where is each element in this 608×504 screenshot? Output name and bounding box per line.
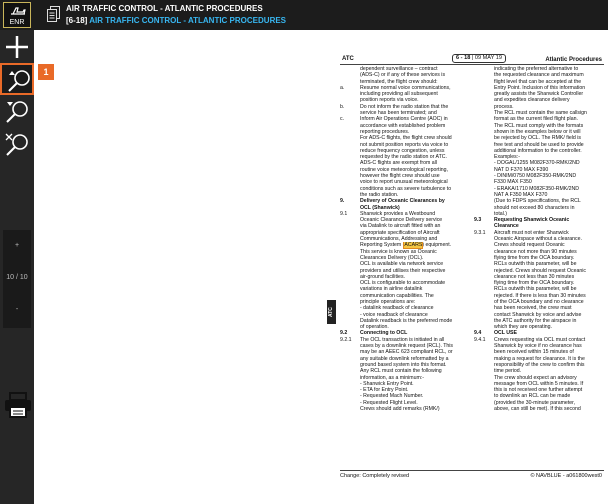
paragraph-number: 9.2.1: [340, 336, 352, 343]
line-text-after: ) equipment.: [422, 242, 452, 249]
search-up-icon: [6, 68, 32, 94]
add-button[interactable]: [0, 31, 34, 63]
line-text: and expedites clearance delivery: [494, 97, 570, 104]
line-text: communication capabilities. The: [360, 292, 434, 299]
line-text: reporting procedures.: [360, 128, 410, 135]
line-text: (Due to FDPS specifications, the RCL: [494, 198, 581, 205]
line-text: rejected. Crews should request Oceanic: [494, 267, 586, 274]
line-text: - voice readback of clearance: [360, 311, 428, 318]
line-text: Clearances Delivery (OCL).: [360, 254, 424, 261]
line-text: this is not received one further attempt: [494, 387, 583, 394]
line-text: voice to report unusual meteorological: [360, 179, 448, 186]
clear-search-button[interactable]: [0, 129, 34, 161]
right-column: [474, 66, 592, 412]
line-text: Crews requesting via OCL must contact: [494, 336, 586, 343]
line-text: however the flight crew should use: [360, 173, 440, 180]
page-indicator: 10 / 10: [6, 274, 28, 281]
line-text: Datalink readback is the preferred mode: [360, 317, 453, 324]
search-down-button[interactable]: [0, 96, 34, 128]
line-text: - datalink readback of clearance: [360, 305, 434, 312]
line-text: Oceanic Clearance Delivery service: [360, 217, 443, 224]
paragraph-number: 9.: [340, 198, 345, 205]
line-text: - ERAKA/1710 M082F350-RMK/2ND: [494, 185, 580, 192]
line-text: the requested clearance and maximum: [494, 72, 584, 79]
line-text: Do not inform the radio station that the: [360, 103, 449, 110]
page-navigator: [3, 230, 31, 328]
line-text: The RCL must comply with the formats: [494, 122, 584, 129]
line-text: NAT D F370 MAX F390: [494, 166, 549, 173]
line-text: via Datalink to aircraft fitted with an: [360, 223, 441, 230]
line-text: making a request for clearance. It is the: [494, 355, 585, 362]
line-text: information, as a minimum:-: [360, 374, 424, 381]
doc-page-ref: 6 - 18 | 09 MAY 19: [452, 54, 506, 63]
line-text: not submit position reports via voice to: [360, 141, 449, 148]
airplane-icon: [10, 5, 26, 18]
document-footer: [340, 470, 604, 479]
line-text: time period.: [494, 368, 522, 375]
enr-label: ENR: [9, 19, 25, 26]
line-text: total.): [494, 210, 507, 217]
line-text: - Shanwick Entry Point.: [360, 380, 414, 387]
line-text: flying time from the OCA boundary.: [494, 254, 575, 261]
line-text: shown in the examples below or it will: [494, 128, 581, 135]
line-text: additional information to the controller.: [494, 147, 582, 154]
line-text: of operation.: [360, 324, 389, 331]
line-text: format as the current filed flight plan.: [494, 116, 578, 123]
text-line: [340, 406, 458, 412]
doc-page-number: 6 - 18: [456, 55, 471, 61]
line-text: the radio station.: [360, 191, 399, 198]
footer-change: Change: Completely revised: [340, 473, 410, 479]
footer-copyright: © NAVBLUE - a061800west0: [530, 473, 602, 479]
zoom-out-button[interactable]: -: [15, 306, 19, 313]
line-text: Crews should add remarks (RMK/): [360, 406, 440, 413]
line-text: OCL (Shanwick): [360, 204, 400, 211]
line-text: Connecting to OCL: [360, 330, 408, 337]
line-text: flying time from the OCA boundary.: [494, 280, 575, 287]
line-text: clearance not more than 90 minutes: [494, 248, 577, 255]
line-text: responsibility of the crew to confirm this: [494, 361, 585, 368]
line-text: NAT A F350 MAX F370: [494, 191, 548, 198]
line-text: the ATC authority for the airspace in: [494, 317, 577, 324]
subtitle-accent: AIR TRAFFIC CONTROL - ATLANTIC PROCEDURES: [89, 16, 287, 25]
line-text: may be an AEEC 623 compliant RCL, or: [360, 349, 453, 356]
paragraph-number: 9.3.1: [474, 229, 486, 236]
line-text: service has been terminated; and: [360, 110, 437, 117]
line-text: reduce frequency congestion, unless: [360, 147, 445, 154]
line-text: should not exceed 80 characters in: [494, 204, 575, 211]
paragraph-number: 9.4: [474, 330, 482, 337]
line-text: terminated, the flight crew should:: [360, 78, 438, 85]
page-title: AIR TRAFFIC CONTROL - ATLANTIC PROCEDURES: [66, 4, 263, 13]
line-text: - DINIM/0750 M082F350-RMK/2ND: [494, 173, 577, 180]
line-text: appropriate specification of Aircraft: [360, 229, 440, 236]
line-text: The crew should expect an advisory: [494, 374, 577, 381]
printer-icon: [3, 390, 33, 420]
line-text: Communications, Addressing and: [360, 236, 438, 243]
line-text: Any RCL must contain the following: [360, 368, 442, 375]
line-text: routine voice meteorological reporting,: [360, 166, 448, 173]
documents-icon[interactable]: [47, 6, 60, 23]
line-text: Inform Air Operations Centre (AOC) in: [360, 116, 448, 123]
line-text: process.: [494, 103, 514, 110]
line-text: (ADS-C) or if any of these services is: [360, 72, 446, 79]
line-text: - Requested Mach Number.: [360, 393, 424, 400]
doc-date: 09 MAY 19: [474, 55, 503, 61]
search-highlight: ACARS: [404, 242, 423, 249]
line-text: indicating the preferred alternative to: [494, 66, 579, 72]
line-text: been received within 15 minutes of: [494, 349, 574, 356]
line-text: Oceanic Airspace without a clearance.: [494, 236, 582, 243]
enr-button[interactable]: [3, 2, 31, 28]
line-text: to downlink an RCL can be made: [494, 393, 571, 400]
line-text: - DOGAL/1255 M082F370-RMK/2ND: [494, 160, 580, 167]
paragraph-number: c.: [340, 116, 345, 123]
line-text: RCLs outwith this parameter, will be: [494, 286, 577, 293]
line-text: Shanwick by voice if no clearance has: [494, 343, 582, 350]
search-clear-icon: [4, 132, 30, 158]
line-text: variations in airline datalink: [360, 286, 423, 293]
line-text: Examples:-: [494, 154, 520, 161]
search-up-button[interactable]: [0, 63, 34, 95]
doc-chapter: Atlantic Procedures: [545, 57, 602, 63]
line-text: The OCL transaction is initiated in all: [360, 336, 445, 343]
line-text: - Requested Flight Level.: [360, 399, 418, 406]
top-bar: [0, 0, 608, 30]
doc-section: ATC: [342, 56, 354, 62]
step-badge: 1: [38, 64, 54, 80]
paragraph-number: 9.1: [340, 210, 348, 217]
line-text: Reporting System (: [360, 242, 405, 249]
line-text: including providing all subsequent: [360, 91, 438, 98]
line-text: cases by a downlink request (RCL). This: [360, 343, 454, 350]
paragraph-number: a.: [340, 84, 345, 91]
search-down-icon: [4, 99, 30, 125]
paragraph-number: 9.2: [340, 330, 348, 337]
line-text: rejected. If there is less than 30 minutes: [494, 292, 586, 299]
line-text: Resume normal voice communications,: [360, 84, 451, 91]
document-page: [328, 54, 604, 482]
paragraph-number: 9.4.1: [474, 336, 486, 343]
document-header: [340, 54, 604, 65]
line-text: OCL is configurable to accommodate: [360, 280, 446, 287]
line-text: conditions such as severe turbulence to: [360, 185, 452, 192]
line-text: dependent surveillance – contract: [360, 66, 438, 72]
line-text: Crews should request Oceanic: [494, 242, 565, 249]
line-text: which they are operating.: [494, 324, 552, 331]
paragraph-number: 9.3: [474, 217, 482, 224]
line-text: The RCL must contain the same callsign: [494, 110, 587, 117]
text-line: [474, 406, 592, 412]
line-text: air-ground facilities.: [360, 273, 405, 280]
line-text: (provided the 30-minute parameter,: [494, 399, 576, 406]
print-button[interactable]: [3, 390, 33, 420]
line-text: principle operations are:: [360, 298, 416, 305]
line-text: any suitable downlink reformatted by a: [360, 355, 449, 362]
line-text: F330 MAX F350: [494, 179, 532, 186]
line-text: providers and utilises their respective: [360, 267, 446, 274]
line-text: above, can still be met). If this second: [494, 406, 581, 413]
line-text: Aircraft must not enter Shanwick: [494, 229, 569, 236]
line-text: Entry Point. Inclusion of this information: [494, 84, 586, 91]
side-tab: ATC: [327, 300, 336, 324]
line-text: ADS-C flights are exempt from all: [360, 160, 437, 167]
line-text: be rejected by OCL. The RMK/ field is: [494, 135, 581, 142]
left-column: [340, 66, 458, 412]
line-text: accordance with established problem: [360, 122, 446, 129]
line-text: For ADS-C flights, the flight crew should: [360, 135, 452, 142]
line-text: ground based system into this format.: [360, 361, 447, 368]
subtitle-prefix: [6-18]: [66, 16, 88, 25]
line-text: - ETA for Entry Point.: [360, 387, 409, 394]
line-text: Shanwick provides a Westbound: [360, 210, 436, 217]
line-text: free text and should be used to provide: [494, 141, 584, 148]
line-text: OCL is available via network service: [360, 261, 444, 268]
line-text: Clearance: [494, 223, 519, 230]
line-text: position reports via voice.: [360, 97, 419, 104]
line-text: clearance not less than 30 minutes: [494, 273, 575, 280]
line-text: RCLs outwith this parameter, will be: [494, 261, 577, 268]
line-text: greatly assists the Shanwick Controller: [494, 91, 584, 98]
line-text: contact Shanwick by voice and advise: [494, 311, 582, 318]
zoom-in-button[interactable]: +: [14, 242, 20, 249]
plus-icon: [4, 34, 30, 60]
line-text: has been received, the crew must: [494, 305, 572, 312]
line-text: flight level that can be accepted at the: [494, 78, 582, 85]
line-text: message from OCL within 5 minutes. If: [494, 380, 584, 387]
line-text: Delivery of Oceanic Clearances by: [360, 198, 445, 205]
line-text: requested by the radio station or ATC.: [360, 154, 447, 161]
paragraph-number: b.: [340, 103, 345, 110]
line-text: Requesting Shanwick Oceanic: [494, 217, 570, 224]
line-text: of the OCA boundary and no clearance: [494, 298, 584, 305]
page-subtitle: [66, 16, 286, 25]
line-text: OCL USE: [494, 330, 517, 337]
line-text: This service is known as Oceanic: [360, 248, 437, 255]
